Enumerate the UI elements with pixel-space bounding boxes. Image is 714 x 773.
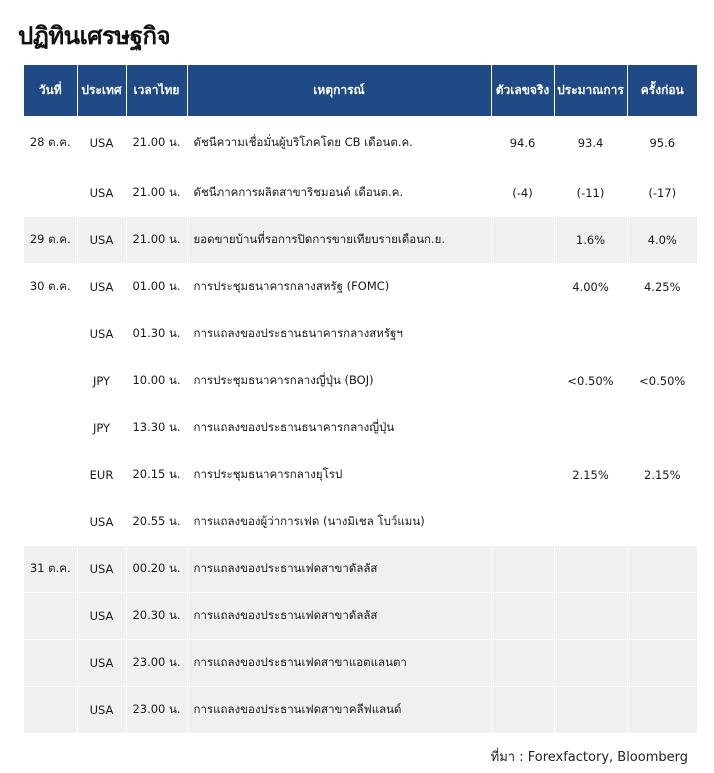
header-date: วันที่ <box>24 65 77 117</box>
cell-previous: 95.6 <box>627 117 697 170</box>
cell-event: การแถลงของประธานเฟดสาขาดัลลัส <box>187 593 491 640</box>
cell-date: 28 ต.ค. <box>24 117 77 170</box>
cell-previous: 4.0% <box>627 217 697 264</box>
cell-previous <box>627 593 697 640</box>
cell-actual <box>491 217 554 264</box>
cell-time: 23.00 น. <box>126 640 187 687</box>
cell-previous <box>627 311 697 358</box>
cell-forecast: 93.4 <box>554 117 627 170</box>
page-title: ปฏิทินเศรษฐกิจ <box>18 22 171 50</box>
cell-forecast <box>554 687 627 734</box>
cell-actual <box>491 499 554 546</box>
cell-previous: <0.50% <box>627 358 697 405</box>
table-row <box>24 405 697 452</box>
cell-country: JPY <box>77 358 126 405</box>
cell-previous: (-17) <box>627 170 697 217</box>
cell-forecast <box>554 405 627 452</box>
cell-date <box>24 687 77 734</box>
table-row <box>24 593 697 640</box>
table-row <box>24 687 697 734</box>
cell-country: USA <box>77 264 126 311</box>
cell-previous <box>627 405 697 452</box>
cell-actual <box>491 593 554 640</box>
cell-forecast: (-11) <box>554 170 627 217</box>
table-row <box>24 117 697 170</box>
cell-event: การแถลงของประธานธนาคารกลางสหรัฐฯ <box>187 311 491 358</box>
header-actual: ตัวเลขจริง <box>491 65 554 117</box>
cell-forecast: 2.15% <box>554 452 627 499</box>
cell-date <box>24 170 77 217</box>
economic-calendar-table <box>24 65 697 733</box>
cell-time: 01.00 น. <box>126 264 187 311</box>
cell-country: JPY <box>77 405 126 452</box>
cell-date <box>24 499 77 546</box>
cell-time: 21.00 น. <box>126 170 187 217</box>
table-row <box>24 217 697 264</box>
cell-country: USA <box>77 593 126 640</box>
cell-time: 20.30 น. <box>126 593 187 640</box>
cell-event: การแถลงของประธานเฟดสาขาคลีฟแลนด์ <box>187 687 491 734</box>
cell-forecast <box>554 640 627 687</box>
cell-forecast <box>554 499 627 546</box>
cell-forecast: 4.00% <box>554 264 627 311</box>
cell-date <box>24 358 77 405</box>
table-row <box>24 546 697 593</box>
cell-event: ดัชนีภาคการผลิตสาขาริชมอนด์ เดือนต.ค. <box>187 170 491 217</box>
cell-actual <box>491 640 554 687</box>
cell-time: 00.20 น. <box>126 546 187 593</box>
cell-country: USA <box>77 640 126 687</box>
cell-country: USA <box>77 311 126 358</box>
cell-previous: 2.15% <box>627 452 697 499</box>
cell-actual <box>491 405 554 452</box>
cell-country: EUR <box>77 452 126 499</box>
cell-time: 21.00 น. <box>126 217 187 264</box>
table-row <box>24 499 697 546</box>
cell-country: USA <box>77 170 126 217</box>
header-previous: ครั้งก่อน <box>627 65 697 117</box>
table-row <box>24 170 697 217</box>
cell-country: USA <box>77 217 126 264</box>
cell-date: 29 ต.ค. <box>24 217 77 264</box>
cell-time: 21.00 น. <box>126 117 187 170</box>
cell-event: ยอดขายบ้านที่รอการปิดการขายเทียบรายเดือนก.ย. <box>187 217 491 264</box>
cell-forecast <box>554 546 627 593</box>
cell-time: 13.30 น. <box>126 405 187 452</box>
cell-country: USA <box>77 687 126 734</box>
cell-date: 31 ต.ค. <box>24 546 77 593</box>
cell-actual <box>491 311 554 358</box>
cell-time: 10.00 น. <box>126 358 187 405</box>
cell-actual <box>491 264 554 311</box>
cell-previous <box>627 546 697 593</box>
table-row <box>24 358 697 405</box>
cell-country: USA <box>77 499 126 546</box>
header-forecast: ประมาณการ <box>554 65 627 117</box>
cell-date: 30 ต.ค. <box>24 264 77 311</box>
cell-event: การแถลงของประธานเฟดสาขาแอตแลนตา <box>187 640 491 687</box>
cell-actual: 94.6 <box>491 117 554 170</box>
cell-event: การประชุมธนาคารกลางสหรัฐ (FOMC) <box>187 264 491 311</box>
cell-actual <box>491 546 554 593</box>
cell-previous <box>627 499 697 546</box>
cell-actual <box>491 452 554 499</box>
table-row <box>24 452 697 499</box>
cell-actual <box>491 358 554 405</box>
cell-event: การประชุมธนาคารกลางญี่ปุ่น (BOJ) <box>187 358 491 405</box>
header-event: เหตุการณ์ <box>187 65 491 117</box>
table-row <box>24 311 697 358</box>
cell-date <box>24 640 77 687</box>
cell-country: USA <box>77 546 126 593</box>
cell-forecast <box>554 311 627 358</box>
cell-previous: 4.25% <box>627 264 697 311</box>
header-time: เวลาไทย <box>126 65 187 117</box>
cell-event: การประชุมธนาคารกลางยุโรป <box>187 452 491 499</box>
cell-actual: (-4) <box>491 170 554 217</box>
cell-previous <box>627 640 697 687</box>
cell-event: การแถลงของประธานธนาคารกลางญี่ปุ่น <box>187 405 491 452</box>
cell-date <box>24 452 77 499</box>
table-header-row <box>24 65 697 117</box>
header-country: ประเทศ <box>77 65 126 117</box>
cell-date <box>24 311 77 358</box>
cell-country: USA <box>77 117 126 170</box>
cell-time: 01.30 น. <box>126 311 187 358</box>
cell-time: 20.55 น. <box>126 499 187 546</box>
cell-actual <box>491 687 554 734</box>
table-row <box>24 640 697 687</box>
cell-event: การแถลงของผู้ว่าการเฟด (นางมิเชล โบว์แมน) <box>187 499 491 546</box>
table-row <box>24 264 697 311</box>
cell-event: การแถลงของประธานเฟดสาขาดัลลัส <box>187 546 491 593</box>
cell-forecast <box>554 593 627 640</box>
cell-forecast: 1.6% <box>554 217 627 264</box>
cell-date <box>24 593 77 640</box>
cell-event: ดัชนีความเชื่อมั่นผู้บริโภคโดย CB เดือนต.ค. <box>187 117 491 170</box>
cell-forecast: <0.50% <box>554 358 627 405</box>
source-note: ที่มา : Forexfactory, Bloomberg <box>490 750 688 765</box>
cell-date <box>24 405 77 452</box>
cell-previous <box>627 687 697 734</box>
cell-time: 20.15 น. <box>126 452 187 499</box>
cell-time: 23.00 น. <box>126 687 187 734</box>
